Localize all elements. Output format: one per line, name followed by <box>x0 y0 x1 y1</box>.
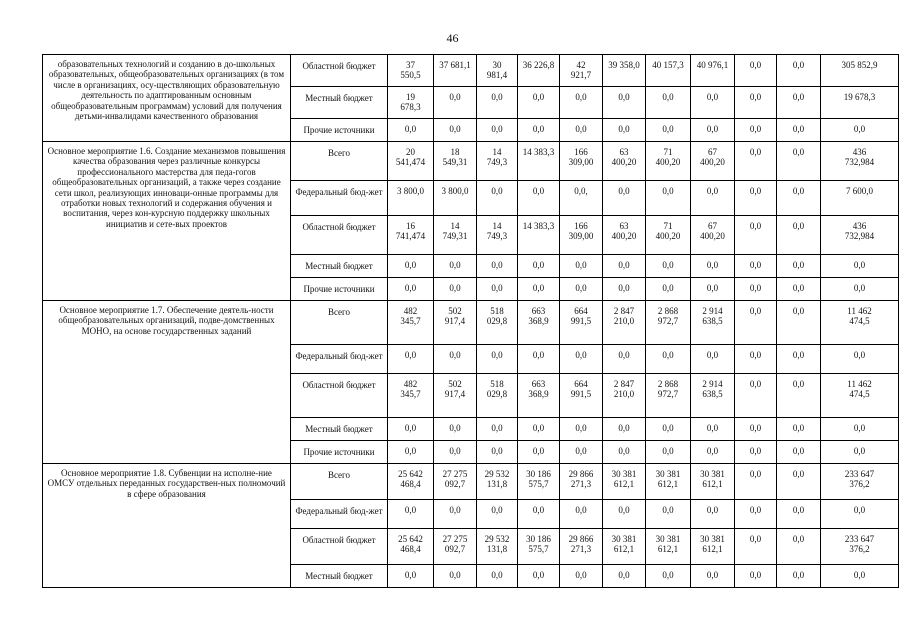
amount-cell: 0,0 <box>691 441 735 464</box>
amount-cell: 502 917,4 <box>434 301 477 345</box>
amount-cell: 30 381 612,1 <box>691 464 735 500</box>
amount-cell: 0,0 <box>518 441 560 464</box>
amount-cell: 0,0 <box>477 418 518 441</box>
amount-cell: 0,0 <box>777 565 821 588</box>
amount-cell: 30 981,4 <box>477 55 518 87</box>
amount-cell: 0,0 <box>777 87 821 119</box>
amount-cell: 663 368,9 <box>518 301 560 345</box>
amount-cell: 0,0 <box>735 500 777 529</box>
amount-cell: 0,0 <box>777 255 821 278</box>
amount-cell: 0,0 <box>691 278 735 301</box>
amount-cell: 0,0 <box>477 500 518 529</box>
amount-cell: 0,0 <box>777 181 821 216</box>
funding-source: Областной бюджет <box>291 529 388 565</box>
amount-cell: 0,0 <box>821 418 899 441</box>
amount-cell: 0,0 <box>388 345 434 374</box>
amount-cell: 0,0 <box>477 181 518 216</box>
funding-source: Федеральный бюд-жет <box>291 181 388 216</box>
amount-cell: 0,0 <box>777 345 821 374</box>
amount-cell: 7 600,0 <box>821 181 899 216</box>
funding-source: Прочие источники <box>291 119 388 142</box>
amount-cell: 0,0 <box>821 441 899 464</box>
amount-cell: 0,0 <box>691 500 735 529</box>
amount-cell: 0,0 <box>518 565 560 588</box>
amount-cell: 71 400,20 <box>646 216 691 255</box>
amount-cell: 0,0 <box>735 374 777 418</box>
activity-description: Основное мероприятие 1.7. Обеспечение деятель-ности общеобразовательных организаций, подве-домственных МОНО, на основе государственных заданий <box>43 301 291 464</box>
amount-cell: 0,0 <box>388 418 434 441</box>
amount-cell: 27 275 092,7 <box>434 529 477 565</box>
amount-cell: 0,0 <box>518 87 560 119</box>
amount-cell: 0,0 <box>777 374 821 418</box>
amount-cell: 0,0 <box>477 87 518 119</box>
amount-cell: 71 400,20 <box>646 142 691 181</box>
amount-cell: 664 991,5 <box>560 301 603 345</box>
funding-source: Областной бюджет <box>291 55 388 87</box>
amount-cell: 0,0 <box>434 255 477 278</box>
funding-source: Всего <box>291 464 388 500</box>
amount-cell: 0,0 <box>646 87 691 119</box>
amount-cell: 0,0 <box>735 255 777 278</box>
amount-cell: 0,0 <box>388 441 434 464</box>
amount-cell: 0,0 <box>777 278 821 301</box>
amount-cell: 3 800,0 <box>388 181 434 216</box>
amount-cell: 0,0 <box>777 441 821 464</box>
amount-cell: 0,0 <box>477 255 518 278</box>
amount-cell: 0,0 <box>821 278 899 301</box>
amount-cell: 0,0 <box>518 278 560 301</box>
funding-source: Федеральный бюд-жет <box>291 345 388 374</box>
activity-description: Основное мероприятие 1.8. Субвенции на исполне-ние ОМСУ отдельных переданных государствен-ных полномочий в сфере образования <box>43 464 291 588</box>
amount-cell: 0,0 <box>777 216 821 255</box>
amount-cell: 0,0 <box>518 255 560 278</box>
amount-cell: 482 345,7 <box>388 374 434 418</box>
amount-cell: 0,0 <box>691 345 735 374</box>
amount-cell: 37 550,5 <box>388 55 434 87</box>
amount-cell: 0,0 <box>777 142 821 181</box>
amount-cell: 0,0 <box>518 181 560 216</box>
funding-source: Прочие источники <box>291 441 388 464</box>
amount-cell: 29 866 271,3 <box>560 529 603 565</box>
amount-cell: 14 749,3 <box>477 216 518 255</box>
amount-cell: 0,0 <box>691 119 735 142</box>
amount-cell: 0,0 <box>560 565 603 588</box>
amount-cell: 30 381 612,1 <box>691 529 735 565</box>
amount-cell: 0,0 <box>434 418 477 441</box>
amount-cell: 0,0 <box>388 565 434 588</box>
amount-cell: 0,0 <box>603 181 646 216</box>
amount-cell: 0,0 <box>821 500 899 529</box>
amount-cell: 67 400,20 <box>691 216 735 255</box>
amount-cell: 42 921,7 <box>560 55 603 87</box>
amount-cell: 0,0 <box>735 55 777 87</box>
amount-cell: 0,0 <box>646 255 691 278</box>
amount-cell: 0,0 <box>603 500 646 529</box>
amount-cell: 2 847 210,0 <box>603 374 646 418</box>
amount-cell: 0,0 <box>603 418 646 441</box>
amount-cell: 0,0 <box>777 500 821 529</box>
amount-cell: 0,0 <box>388 500 434 529</box>
table-row <box>43 55 899 87</box>
amount-cell: 0,0 <box>735 119 777 142</box>
amount-cell: 0,0 <box>434 500 477 529</box>
amount-cell: 518 029,8 <box>477 374 518 418</box>
amount-cell: 0,0 <box>691 418 735 441</box>
amount-cell: 663 368,9 <box>518 374 560 418</box>
amount-cell: 30 186 575,7 <box>518 464 560 500</box>
amount-cell: 233 647 376,2 <box>821 464 899 500</box>
amount-cell: 0,0 <box>821 119 899 142</box>
amount-cell: 37 681,1 <box>434 55 477 87</box>
amount-cell: 0,0 <box>777 119 821 142</box>
amount-cell: 0,0 <box>735 181 777 216</box>
amount-cell: 0,0 <box>821 255 899 278</box>
funding-source: Местный бюджет <box>291 87 388 119</box>
amount-cell: 0,0 <box>691 181 735 216</box>
amount-cell: 40 157,3 <box>646 55 691 87</box>
amount-cell: 305 852,9 <box>821 55 899 87</box>
amount-cell: 0,0 <box>560 255 603 278</box>
amount-cell: 166 309,00 <box>560 216 603 255</box>
amount-cell: 0,0 <box>603 565 646 588</box>
amount-cell: 36 226,8 <box>518 55 560 87</box>
amount-cell: 0,0 <box>777 529 821 565</box>
amount-cell: 30 381 612,1 <box>603 529 646 565</box>
amount-cell: 0,0 <box>646 278 691 301</box>
funding-source: Местный бюджет <box>291 255 388 278</box>
amount-cell: 436 732,984 <box>821 216 899 255</box>
amount-cell: 482 345,7 <box>388 301 434 345</box>
amount-cell: 0,0 <box>477 345 518 374</box>
amount-cell: 40 976,1 <box>691 55 735 87</box>
amount-cell: 0,0 <box>735 278 777 301</box>
amount-cell: 19 678,3 <box>821 87 899 119</box>
amount-cell: 0,0 <box>388 119 434 142</box>
budget-table <box>42 54 899 588</box>
amount-cell: 0,0 <box>477 278 518 301</box>
amount-cell: 0,0 <box>603 441 646 464</box>
amount-cell: 20 541,474 <box>388 142 434 181</box>
amount-cell: 0,0 <box>735 142 777 181</box>
amount-cell: 63 400,20 <box>603 216 646 255</box>
amount-cell: 25 642 468,4 <box>388 464 434 500</box>
activity-description: образовательных технологий и созданию в до-школьных образовательных, общеобразовательных организациях (в том числе в организациях, осу-ществляющих образовательную деятельность по адаптированным основным общеобразовательным программам) условий для получения детьми-инвалидами качественного образования <box>43 55 291 142</box>
amount-cell: 0,0 <box>603 87 646 119</box>
table-row <box>43 464 899 500</box>
amount-cell: 14 383,3 <box>518 216 560 255</box>
table-row <box>43 301 899 345</box>
amount-cell: 0,0 <box>691 87 735 119</box>
amount-cell: 0,0 <box>477 119 518 142</box>
amount-cell: 0,0 <box>777 301 821 345</box>
amount-cell: 0,0 <box>560 278 603 301</box>
amount-cell: 2 914 638,5 <box>691 374 735 418</box>
activity-description: Основное мероприятие 1.6. Создание механизмов повышения качества образования через различные конкурсы профессионального мастерства для педа-гогов общеобразовательных организаций, а также через создание сети школ, реализующих инноваци-онные программы для отработки новых технологий и содержания обучения и воспитания, через кон-курсную поддержку школьных инициатив и сете-вых проектов <box>43 142 291 301</box>
amount-cell: 0,0 <box>646 441 691 464</box>
amount-cell: 0,0 <box>777 464 821 500</box>
amount-cell: 14 383,3 <box>518 142 560 181</box>
amount-cell: 0,0 <box>434 119 477 142</box>
amount-cell: 67 400,20 <box>691 142 735 181</box>
amount-cell: 25 642 468,4 <box>388 529 434 565</box>
amount-cell: 30 381 612,1 <box>646 464 691 500</box>
amount-cell: 0,0 <box>560 345 603 374</box>
amount-cell: 0,0 <box>646 565 691 588</box>
funding-source: Федеральный бюд-жет <box>291 500 388 529</box>
amount-cell: 2 868 972,7 <box>646 374 691 418</box>
funding-source: Всего <box>291 301 388 345</box>
amount-cell: 518 029,8 <box>477 301 518 345</box>
table-body <box>43 55 899 588</box>
amount-cell: 0,0 <box>434 345 477 374</box>
amount-cell: 664 991,5 <box>560 374 603 418</box>
amount-cell: 0,0 <box>603 119 646 142</box>
amount-cell: 0,0 <box>735 464 777 500</box>
amount-cell: 0,0 <box>777 418 821 441</box>
amount-cell: 166 309,00 <box>560 142 603 181</box>
amount-cell: 30 186 575,7 <box>518 529 560 565</box>
amount-cell: 0,0 <box>603 278 646 301</box>
amount-cell: 0,0 <box>518 500 560 529</box>
amount-cell: 14 749,31 <box>434 216 477 255</box>
amount-cell: 2 868 972,7 <box>646 301 691 345</box>
table-row <box>43 142 899 181</box>
amount-cell: 0,0 <box>646 181 691 216</box>
amount-cell: 30 381 612,1 <box>646 529 691 565</box>
amount-cell: 0,0 <box>434 565 477 588</box>
amount-cell: 2 914 638,5 <box>691 301 735 345</box>
amount-cell: 0,0 <box>477 441 518 464</box>
amount-cell: 0,0 <box>646 119 691 142</box>
amount-cell: 0,0 <box>434 87 477 119</box>
amount-cell: 29 532 131,8 <box>477 529 518 565</box>
amount-cell: 0,0 <box>821 565 899 588</box>
amount-cell: 27 275 092,7 <box>434 464 477 500</box>
amount-cell: 0,0 <box>518 418 560 441</box>
amount-cell: 30 381 612,1 <box>603 464 646 500</box>
amount-cell: 0,0 <box>735 345 777 374</box>
amount-cell: 11 462 474,5 <box>821 301 899 345</box>
amount-cell: 0,0 <box>735 418 777 441</box>
amount-cell: 0,0 <box>691 255 735 278</box>
amount-cell: 0,0 <box>735 87 777 119</box>
amount-cell: 0,0 <box>560 500 603 529</box>
funding-source: Прочие источники <box>291 278 388 301</box>
amount-cell: 0,0 <box>646 418 691 441</box>
amount-cell: 3 800,0 <box>434 181 477 216</box>
amount-cell: 0,0 <box>603 345 646 374</box>
amount-cell: 0,0 <box>477 565 518 588</box>
amount-cell: 2 847 210,0 <box>603 301 646 345</box>
amount-cell: 0,0 <box>388 278 434 301</box>
amount-cell: 502 917,4 <box>434 374 477 418</box>
amount-cell: 18 549,31 <box>434 142 477 181</box>
page-number: 46 <box>446 31 459 45</box>
amount-cell: 0,0 <box>434 441 477 464</box>
amount-cell: 0,0 <box>821 345 899 374</box>
amount-cell: 0,0 <box>691 565 735 588</box>
amount-cell: 0,0 <box>388 255 434 278</box>
amount-cell: 0,0 <box>735 216 777 255</box>
funding-source: Местный бюджет <box>291 418 388 441</box>
amount-cell: 11 462 474,5 <box>821 374 899 418</box>
amount-cell: 0,0 <box>560 87 603 119</box>
amount-cell: 0,0 <box>434 278 477 301</box>
amount-cell: 14 749,3 <box>477 142 518 181</box>
amount-cell: 0,0 <box>646 500 691 529</box>
amount-cell: 0,0 <box>646 345 691 374</box>
amount-cell: 0,0 <box>735 301 777 345</box>
amount-cell: 16 741,474 <box>388 216 434 255</box>
amount-cell: 39 358,0 <box>603 55 646 87</box>
amount-cell: 29 866 271,3 <box>560 464 603 500</box>
amount-cell: 436 732,984 <box>821 142 899 181</box>
funding-source: Областной бюджет <box>291 216 388 255</box>
funding-source: Всего <box>291 142 388 181</box>
amount-cell: 0,0 <box>560 441 603 464</box>
amount-cell: 0,0, <box>560 181 603 216</box>
funding-source: Местный бюджет <box>291 565 388 588</box>
amount-cell: 0,0 <box>518 119 560 142</box>
amount-cell: 0,0 <box>777 55 821 87</box>
amount-cell: 63 400,20 <box>603 142 646 181</box>
funding-source: Областной бюджет <box>291 374 388 418</box>
amount-cell: 0,0 <box>735 529 777 565</box>
amount-cell: 0,0 <box>603 255 646 278</box>
amount-cell: 0,0 <box>560 119 603 142</box>
amount-cell: 0,0 <box>735 565 777 588</box>
amount-cell: 29 532 131,8 <box>477 464 518 500</box>
amount-cell: 0,0 <box>560 418 603 441</box>
amount-cell: 0,0 <box>518 345 560 374</box>
amount-cell: 233 647 376,2 <box>821 529 899 565</box>
amount-cell: 0,0 <box>735 441 777 464</box>
amount-cell: 19 678,3 <box>388 87 434 119</box>
